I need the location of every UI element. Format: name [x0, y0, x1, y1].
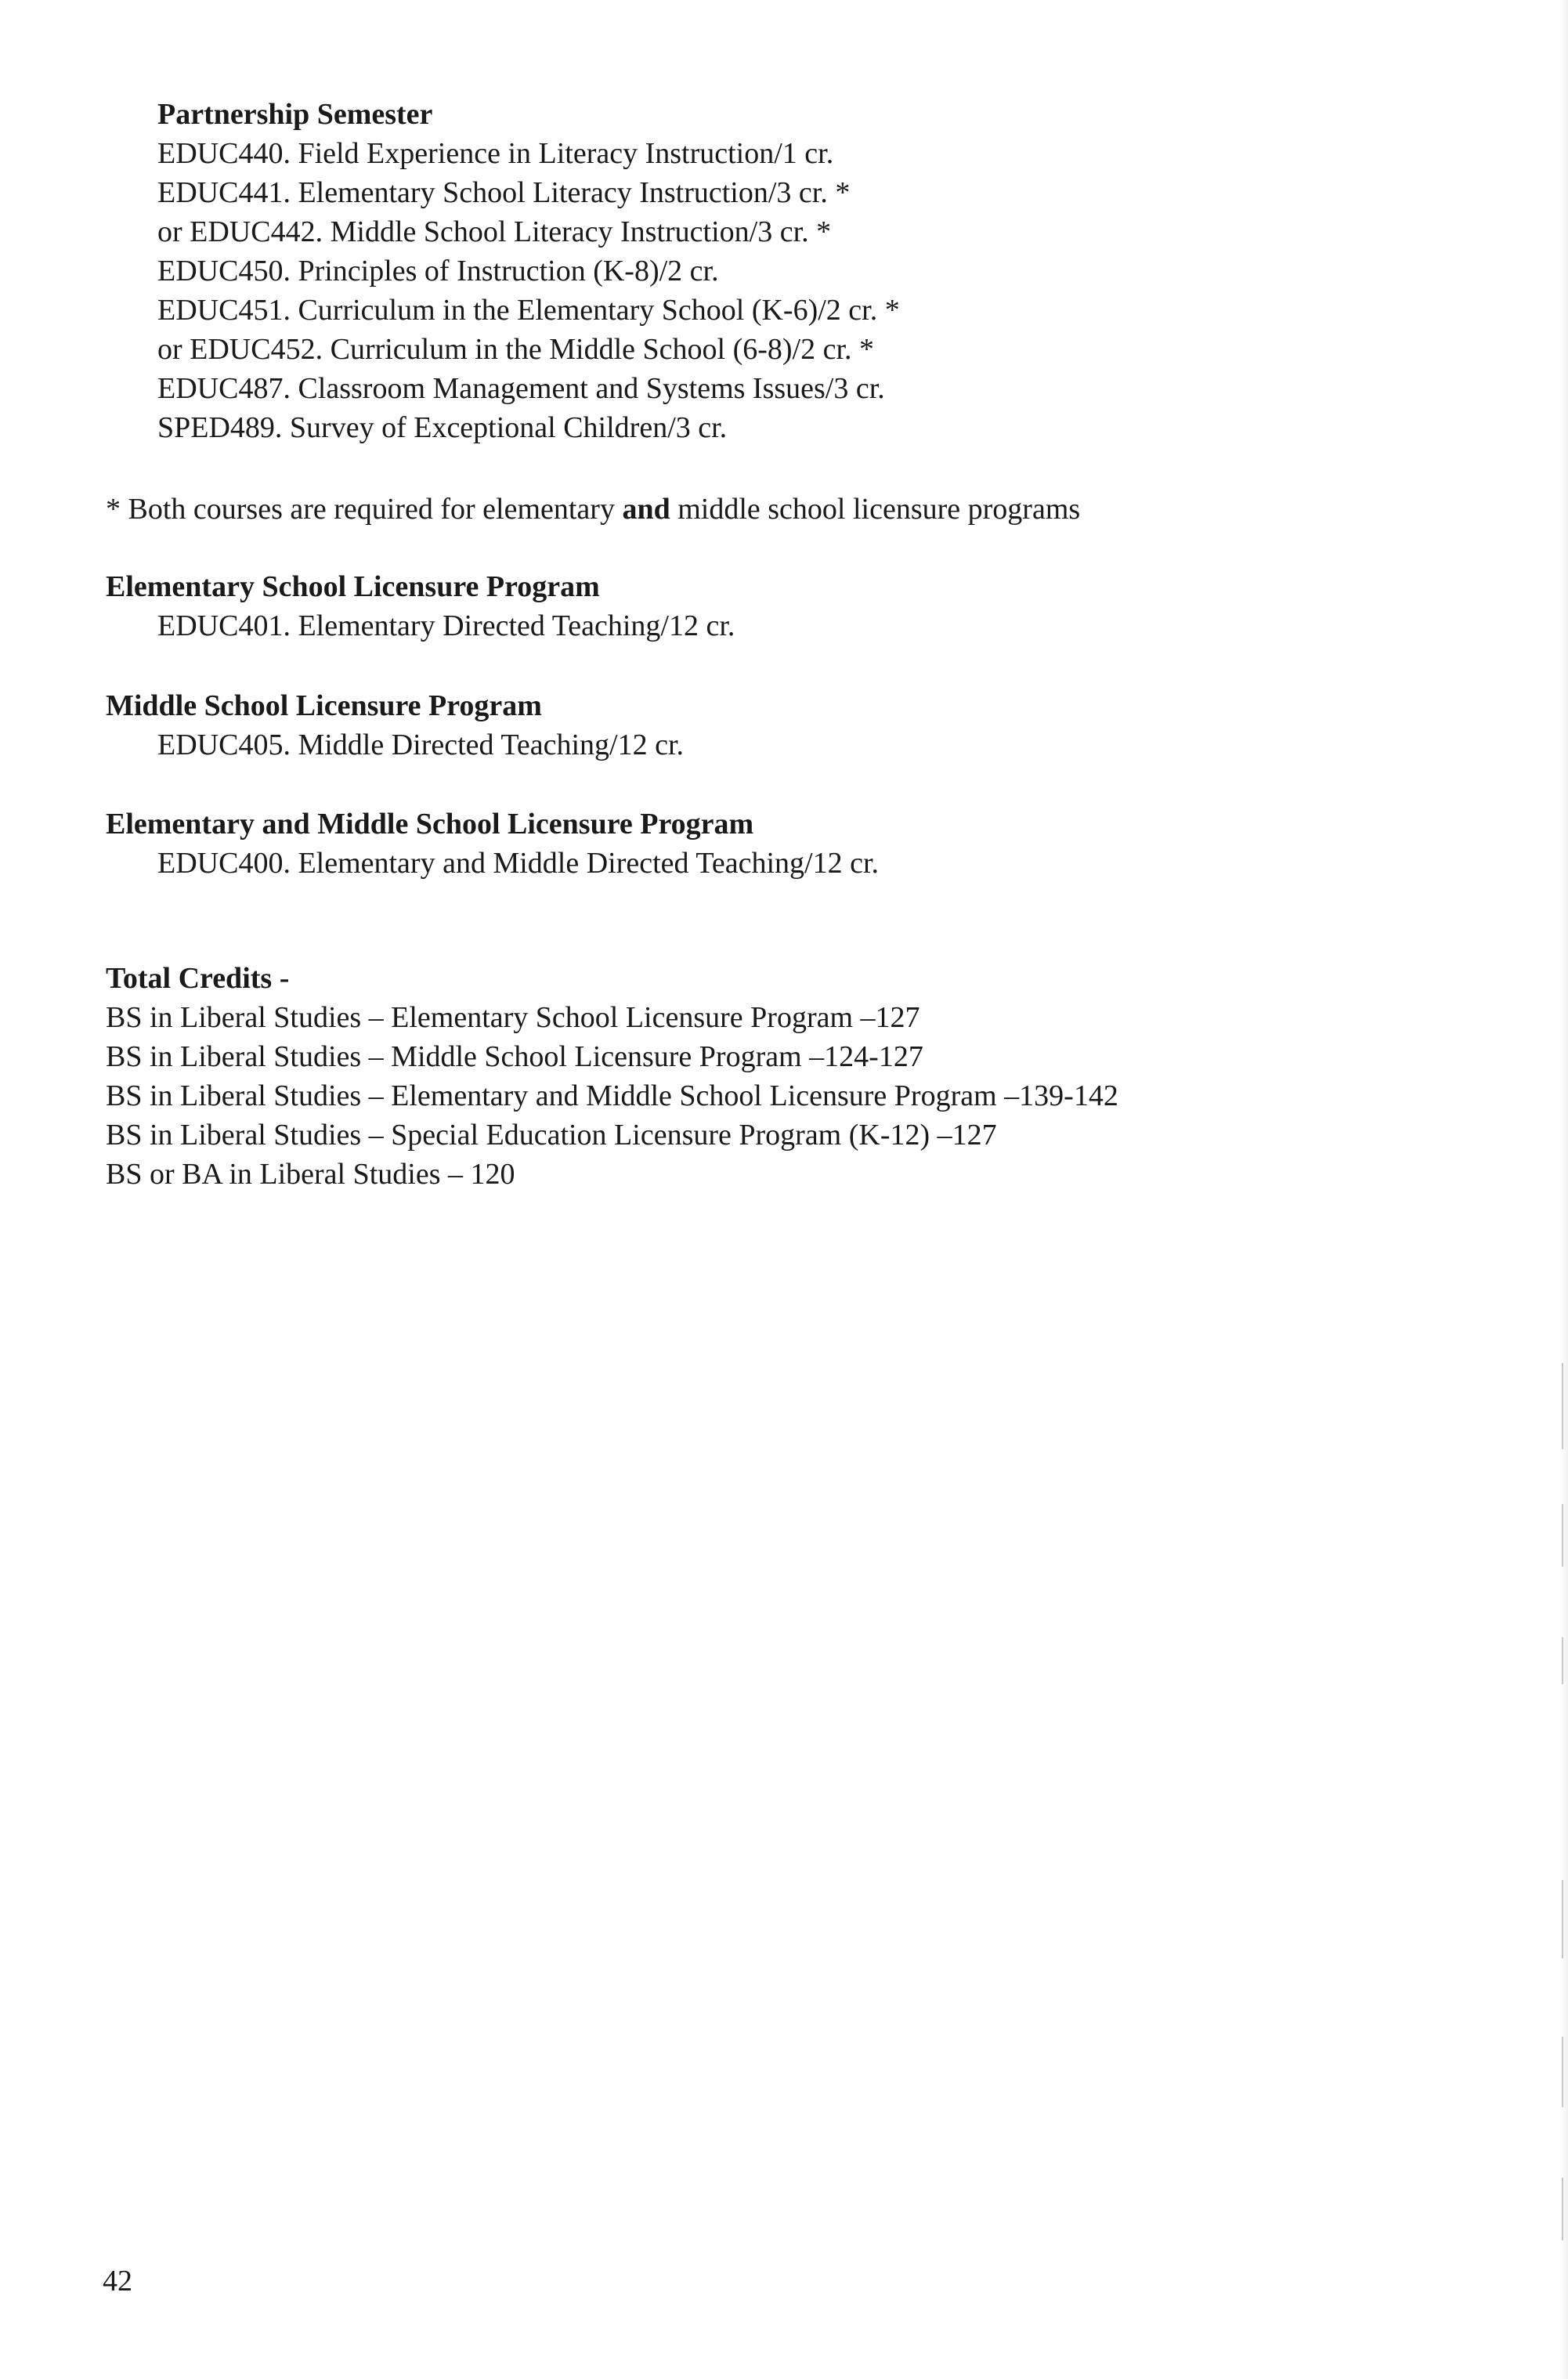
scan-edge-shadow	[1560, 0, 1568, 2379]
course-line: or EDUC452. Curriculum in the Middle School (6-8)/2 cr. *	[157, 333, 875, 366]
totals-line: BS in Liberal Studies – Elementary and Middle School Licensure Program –139-142	[106, 1079, 1118, 1112]
totals-line: BS in Liberal Studies – Middle School Licensure Program –124-127	[106, 1040, 923, 1073]
page-number: 42	[103, 2265, 132, 2298]
course-line: EDUC441. Elementary School Literacy Instruction/3 cr. *	[157, 176, 851, 209]
course-line: EDUC487. Classroom Management and Systems Issues/3 cr.	[157, 372, 885, 405]
scan-edge-mark	[1562, 1880, 1563, 1958]
combined-course: EDUC400. Elementary and Middle Directed Teaching/12 cr.	[157, 847, 880, 880]
scan-edge-mark	[1562, 2037, 1563, 2107]
footnote-emphasis: and	[622, 493, 670, 526]
course-line: EDUC440. Field Experience in Literacy Instruction/1 cr.	[157, 137, 834, 170]
totals-line: BS in Liberal Studies – Special Education Licensure Program (K-12) –127	[106, 1119, 997, 1152]
course-line: EDUC450. Principles of Instruction (K-8)/2 cr.	[157, 255, 719, 287]
totals-line: BS in Liberal Studies – Elementary School Licensure Program –127	[106, 1001, 920, 1034]
scan-edge-mark	[1562, 1504, 1563, 1567]
elementary-course: EDUC401. Elementary Directed Teaching/12 cr.	[157, 609, 735, 642]
totals-heading: Total Credits -	[106, 962, 290, 995]
totals-line: BS or BA in Liberal Studies – 120	[106, 1158, 515, 1191]
elementary-heading: Elementary School Licensure Program	[106, 570, 600, 603]
scan-edge-mark	[1562, 2178, 1563, 2240]
footnote-text-end: middle school licensure programs	[670, 493, 1081, 526]
course-line: SPED489. Survey of Exceptional Children/3 cr.	[157, 411, 728, 444]
scan-edge-mark	[1562, 1637, 1563, 1684]
course-line: or EDUC442. Middle School Literacy Instruction/3 cr. *	[157, 215, 832, 248]
scan-edge-mark	[1562, 1363, 1563, 1449]
combined-heading: Elementary and Middle School Licensure Program	[106, 808, 754, 841]
course-line: EDUC451. Curriculum in the Elementary School (K-6)/2 cr. *	[157, 294, 900, 327]
partnership-heading: Partnership Semester	[157, 98, 433, 131]
middle-heading: Middle School Licensure Program	[106, 689, 542, 722]
middle-course: EDUC405. Middle Directed Teaching/12 cr.	[157, 729, 685, 761]
footnote-text: * Both courses are required for elementary	[106, 493, 623, 526]
footnote	[106, 490, 1080, 528]
